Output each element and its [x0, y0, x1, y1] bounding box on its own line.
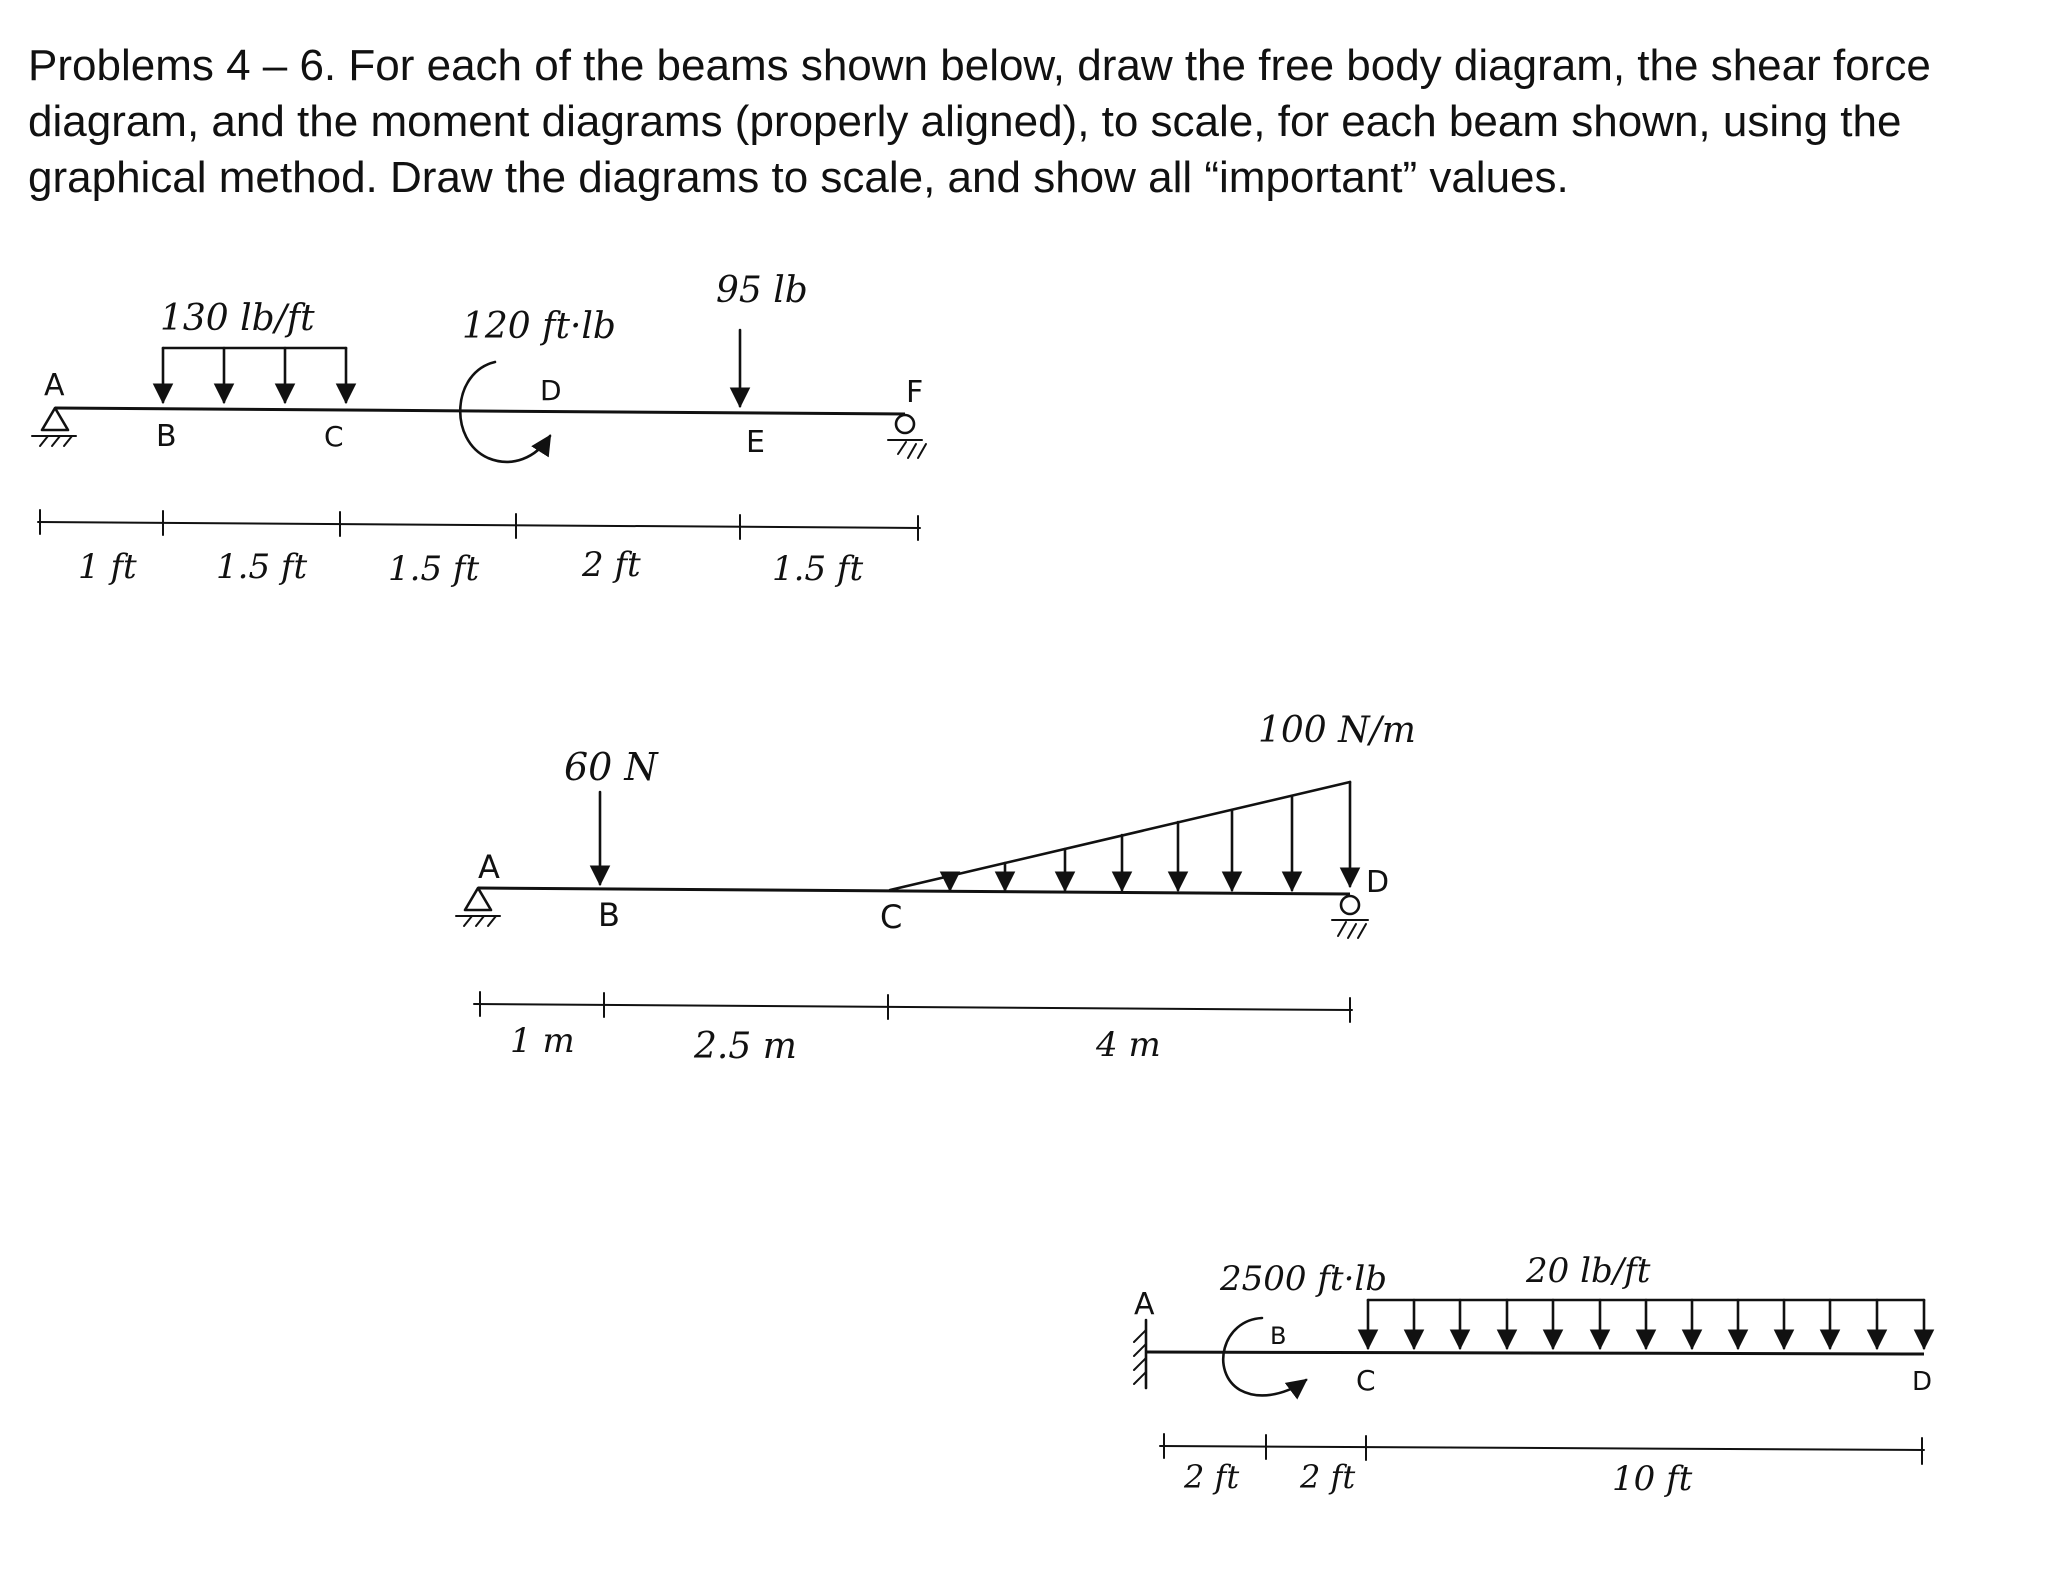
- beam-1-label-f: F: [906, 375, 924, 410]
- beam-1-dim-5: 1.5 ft: [772, 549, 864, 589]
- beam-3-couple: [1223, 1318, 1306, 1395]
- beam-1-line: [55, 408, 905, 414]
- beam-3-diagram: [1134, 1251, 1932, 1499]
- beam-3-label-d: D: [1912, 1367, 1933, 1397]
- beam-2-dimension-line: [474, 992, 1352, 1022]
- beam-2-label-a: A: [478, 848, 500, 886]
- beam-1-diagram: [32, 270, 926, 589]
- beam-1-label-e: E: [746, 425, 765, 460]
- beam-1-label-d: D: [540, 374, 562, 407]
- beam-3-distributed-load: [1368, 1300, 1924, 1348]
- beam-1-dim-3: 1.5 ft: [388, 549, 480, 589]
- beam-3-line: [1146, 1352, 1924, 1354]
- beam-2-roller-support-d: [1332, 896, 1368, 938]
- beam-3-label-a: A: [1134, 1287, 1155, 1322]
- beam-3-dim-3: 10 ft: [1612, 1459, 1693, 1499]
- beam-2-pin-support-a: [456, 888, 500, 926]
- beam-1-label-a: A: [44, 368, 65, 403]
- beam-1-couple-label: 120 ft·lb: [462, 306, 616, 347]
- beam-3-distributed-load-label: 20 lb/ft: [1526, 1251, 1651, 1291]
- beam-3-dim-1: 2 ft: [1184, 1458, 1240, 1496]
- beam-2-dim-3: 4 m: [1096, 1025, 1161, 1065]
- beam-2-dim-1: 1 m: [510, 1021, 575, 1061]
- beam-1-dimension-line: [38, 510, 920, 540]
- beam-2-label-b: B: [598, 896, 620, 934]
- beam-2-label-c: C: [880, 898, 903, 936]
- beam-1-roller-support-f: [888, 415, 926, 458]
- beam-3-dim-2: 2 ft: [1300, 1458, 1356, 1496]
- beam-2-line: [478, 888, 1350, 894]
- beam-1-label-c: C: [324, 420, 344, 453]
- beam-3-dimension-line: [1160, 1434, 1924, 1464]
- problem-line-2: diagram, and the moment diagrams (properly aligned), to scale, for each beam shown, using the: [28, 97, 1902, 146]
- beam-1-dim-4: 2 ft: [582, 545, 641, 585]
- beam-2-label-d: D: [1366, 865, 1390, 900]
- beam-2-triangular-load: [890, 782, 1350, 890]
- beam-3-label-c: C: [1356, 1364, 1376, 1397]
- beam-1-pin-support-a: [32, 408, 76, 446]
- beam-1-point-load-label: 95 lb: [716, 270, 808, 311]
- problem-line-1: Problems 4 – 6. For each of the beams shown below, draw the free body diagram, the shear force: [28, 41, 1931, 90]
- beam-3-fixed-support-a: [1134, 1320, 1146, 1388]
- beam-1-dim-1: 1 ft: [78, 547, 137, 587]
- beam-1-label-b: B: [156, 419, 177, 454]
- beam-1-dim-2: 1.5 ft: [216, 547, 308, 587]
- beam-3-couple-label: 2500 ft·lb: [1220, 1259, 1388, 1299]
- beam-2-dim-2: 2.5 m: [694, 1026, 797, 1067]
- problem-line-3: graphical method. Draw the diagrams to scale, and show all “important” values.: [28, 153, 1569, 202]
- beam-2-diagram: [456, 710, 1416, 1067]
- beam-1-distributed-load: [163, 348, 346, 402]
- beam-2-distributed-load-label: 100 N/m: [1258, 710, 1416, 751]
- beam-1-distributed-load-label: 130 lb/ft: [160, 298, 315, 339]
- beam-2-point-load-label: 60 N: [564, 745, 658, 789]
- beam-3-label-b: B: [1270, 1322, 1287, 1350]
